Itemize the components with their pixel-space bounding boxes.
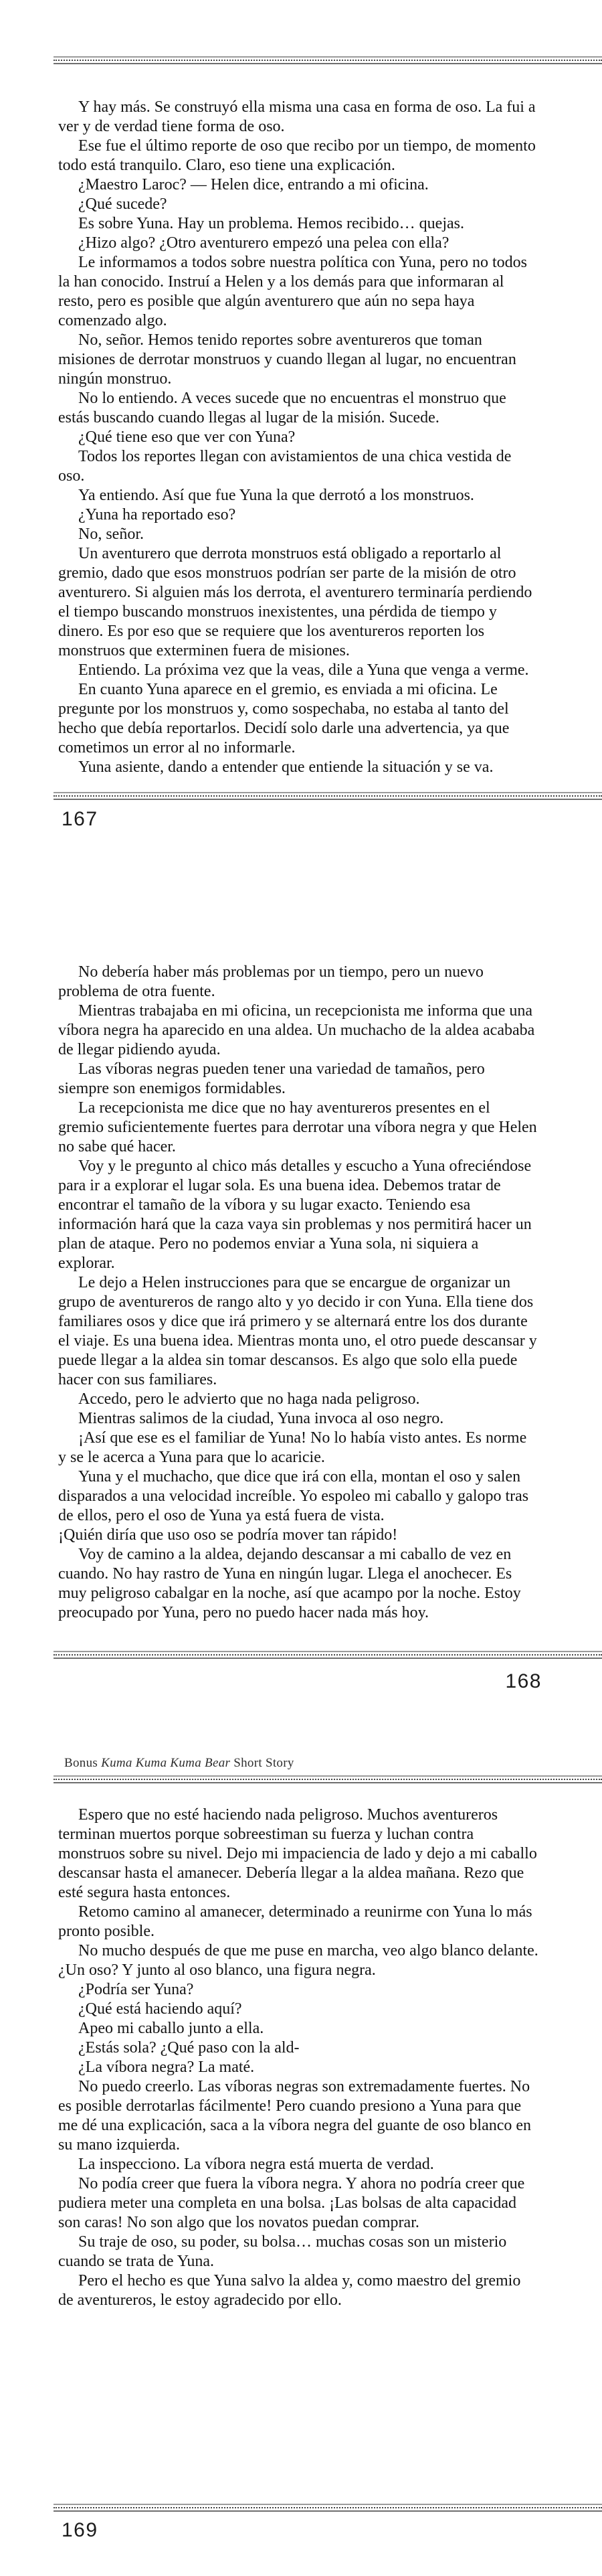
paragraph: ¿Maestro Laroc? — Helen dice, entrando a mi oficina. (78, 176, 429, 193)
paragraph: Y hay más. Se construyó ella misma una casa en forma de oso. La fui a ver y de verdad tiene forma de oso. (58, 98, 536, 135)
page-168-body-text (58, 963, 538, 1623)
paragraph: Yuna asiente, dando a entender que entiende la situación y se va. (78, 758, 494, 776)
rule-line (54, 1658, 602, 1659)
paragraph: Todos los reportes llegan con avistamientos de una chica vestida de oso. (58, 448, 512, 485)
page-number-169: 169 (62, 2519, 98, 2541)
decorative-rule-page-169-header (54, 1775, 602, 1783)
decorative-rule-page-167-top (54, 56, 602, 64)
paragraph: Mientras salimos de la ciudad, Yuna invoca al oso negro. (78, 1410, 444, 1427)
paragraph: Pero el hecho es que Yuna salvo la aldea y, como maestro del gremio de aventureros, le estoy agradecido por ello. (58, 2272, 521, 2309)
rule-dots (54, 795, 602, 797)
rule-line (54, 63, 602, 64)
page-167-body-text (58, 98, 538, 777)
decorative-rule-page-167-bottom (54, 792, 602, 800)
paragraph: ¿Estás sola? ¿Qué paso con la ald- (78, 2039, 300, 2057)
paragraph: ¿Qué está haciendo aquí? (78, 2000, 242, 2018)
running-header (64, 1755, 294, 1771)
paragraph: En cuanto Yuna aparece en el gremio, es enviada a mi oficina. Le pregunte por los monstruos y, como sospechaba, no estaba al tanto del hecho que debía reportarlos. Decidí solo darle una advertencia, ya que cometimos un error al no informarle. (58, 681, 510, 756)
paragraph: ¿Yuna ha reportado eso? (78, 506, 236, 524)
paragraph: Mientras trabajaba en mi oficina, un recepcionista me informa que una víbora negra ha aparecido en una aldea. Un muchacho de la aldea acababa de llegar pidiendo ayuda. (58, 1002, 535, 1058)
rule-line (54, 1775, 602, 1777)
paragraph: ¡Quién diría que uso oso se podría mover tan rápido! (58, 1526, 398, 1544)
paragraph: Yuna y el muchacho, que dice que irá con ella, montan el oso y salen disparados a una velocidad increíble. Yo espoleo mi caballo y galopo tras de ellos, pero el oso de Yuna ya está fuera de vista. (58, 1468, 529, 1524)
rule-line (54, 56, 602, 58)
paragraph: Ya entiendo. Así que fue Yuna la que derrotó a los monstruos. (78, 487, 474, 504)
paragraph: Su traje de oso, su poder, su bolsa… muchas cosas son un misterio cuando se trata de Yuna. (58, 2233, 507, 2270)
paragraph: Un aventurero que derrota monstruos está obligado a reportarlo al gremio, dado que esos monstruos podrían ser parte de la misión de otro aventurero. Si alguien más los derrota, el aventurero terminaría perdiendo el tiempo buscando monstruos inexistentes, una pérdida de tiempo y dinero. Es por eso que se requiere que los aventureros reporten los monstruos que exterminen fuera de misiones. (58, 545, 532, 659)
paragraph: Las víboras negras pueden tener una variedad de tamaños, pero siempre son enemigos formidables. (58, 1060, 485, 1097)
paragraph: ¿Qué tiene eso que ver con Yuna? (78, 428, 296, 446)
paragraph: Es sobre Yuna. Hay un problema. Hemos recibido… quejas. (78, 215, 464, 232)
paragraph: Accedo, pero le advierto que no haga nada peligroso. (78, 1390, 420, 1408)
paragraph: Retomo camino al amanecer, determinado a reunirme con Yuna lo más pronto posible. (58, 1903, 532, 1940)
paragraph: Ese fue el último reporte de oso que recibo por un tiempo, de momento todo está tranquilo. Claro, eso tiene una explicación. (58, 137, 536, 174)
paragraph: Voy de camino a la aldea, dejando descansar a mi caballo de vez en cuando. No hay rastro de Yuna en ningún lugar. Llega el anochecer. Es muy peligroso cabalgar en la noche, así que acampo por la noche. Estoy preocupado por Yuna, pero no puedo hacer nada más hoy. (58, 1546, 521, 1621)
rule-line (54, 2504, 602, 2505)
paragraph: No debería haber más problemas por un tiempo, pero un nuevo problema de otra fuente. (58, 963, 484, 1000)
rule-dots (54, 2507, 602, 2508)
paragraph: La inspecciono. La víbora negra está muerta de verdad. (78, 2156, 434, 2173)
paragraph: ¡Así que ese es el familiar de Yuna! No lo había visto antes. Es norme y se le acerca a Yuna para que lo acaricie. (58, 1429, 527, 1466)
paragraph: Voy y le pregunto al chico más detalles y escucho a Yuna ofreciéndose para ir a explorar el lugar sola. Es una buena idea. Debemos tratar de encontrar el tamaño de la víbora y su lugar exacto. Teniendo esa información hará que la caza vaya sin problemas y nos permitirá hacer un plan de ataque. Pero no podemos enviar a Yuna sola, ni siquiera a explorar. (58, 1157, 532, 1272)
paragraph: ¿La víbora negra? La maté. (78, 2059, 255, 2076)
paragraph: No puedo creerlo. Las víboras negras son extremadamente fuertes. No es posible derrotarlas fácilmente! Pero cuando presiono a Yuna para que me dé una explicación, saca a la víbora negra del guante de oso blanco en su mano izquierda. (58, 2078, 532, 2154)
rule-dots (54, 1779, 602, 1780)
paragraph: Le dejo a Helen instrucciones para que se encargue de organizar un grupo de aventureros de rango alto y yo decido ir con Yuna. Ella tiene dos familiares osos y dice que irá primero y se alternará entre los dos durante el viaje. Es una buena idea. Mientras monta uno, el otro puede descansar y puede llegar a la aldea sin tomar descansos. Es algo que solo ella puede hacer con sus familiares. (58, 1274, 537, 1388)
decorative-rule-page-168-bottom (54, 1651, 602, 1659)
rule-line (54, 2510, 602, 2512)
rule-line (54, 1651, 602, 1652)
paragraph: La recepcionista me dice que no hay aventureros presentes en el gremio suficientemente fuertes para derrotar una víbora negra y que Helen no sabe qué hacer. (58, 1099, 537, 1155)
paragraph: No lo entiendo. A veces sucede que no encuentras el monstruo que estás buscando cuando llegas al lugar de la misión. Sucede. (58, 390, 506, 426)
decorative-rule-page-169-bottom (54, 2504, 602, 2512)
rule-line (54, 799, 602, 800)
rule-dots (54, 1654, 602, 1656)
paragraph: ¿Podría ser Yuna? (78, 1981, 194, 1998)
running-header-suffix: Short Story (230, 1756, 294, 1770)
paragraph: No, señor. Hemos tenido reportes sobre aventureros que toman misiones de derrotar monstruos y cuando llegan al lugar, no encuentran ningún monstruo. (58, 331, 516, 388)
running-header-prefix: Bonus (64, 1756, 102, 1770)
rule-line (54, 1782, 602, 1783)
rule-dots (54, 60, 602, 61)
running-header-book-title: Kuma Kuma Kuma Bear (101, 1756, 231, 1770)
paragraph: No, señor. (78, 526, 144, 543)
paragraph: ¿Qué sucede? (78, 195, 167, 213)
rule-line (54, 792, 602, 793)
paragraph: Entiendo. La próxima vez que la veas, dile a Yuna que venga a verme. (78, 661, 529, 679)
page-number-167: 167 (62, 808, 98, 830)
paragraph: No mucho después de que me puse en marcha, veo algo blanco delante. ¿Un oso? Y junto al oso blanco, una figura negra. (58, 1942, 538, 1979)
paragraph: ¿Hizo algo? ¿Otro aventurero empezó una pelea con ella? (78, 234, 449, 252)
paragraph: Espero que no esté haciendo nada peligroso. Muchos aventureros terminan muertos porque sobreestiman su fuerza y luchan contra monstruos sobre su nivel. Dejo mi impaciencia de lado y dejo a mi caballo descansar hasta el amanecer. Debería llegar a la aldea mañana. Rezo que esté segura hasta entonces. (58, 1806, 537, 1901)
paragraph: Le informamos a todos sobre nuestra política con Yuna, pero no todos la han conocido. Instruí a Helen y a los demás para que informaran al resto, pero es posible que algún aventurero que aún no sepa haya comenzado algo. (58, 254, 527, 329)
paragraph: No podía creer que fuera la víbora negra. Y ahora no podría creer que pudiera meter una completa en una bolsa. ¡Las bolsas de alta capacidad son caras! No son algo que los novatos puedan comprar. (58, 2175, 525, 2231)
page-number-168: 168 (505, 1670, 542, 1692)
page-169-body-text (58, 1805, 538, 2310)
paragraph: Apeo mi caballo junto a ella. (78, 2020, 264, 2037)
